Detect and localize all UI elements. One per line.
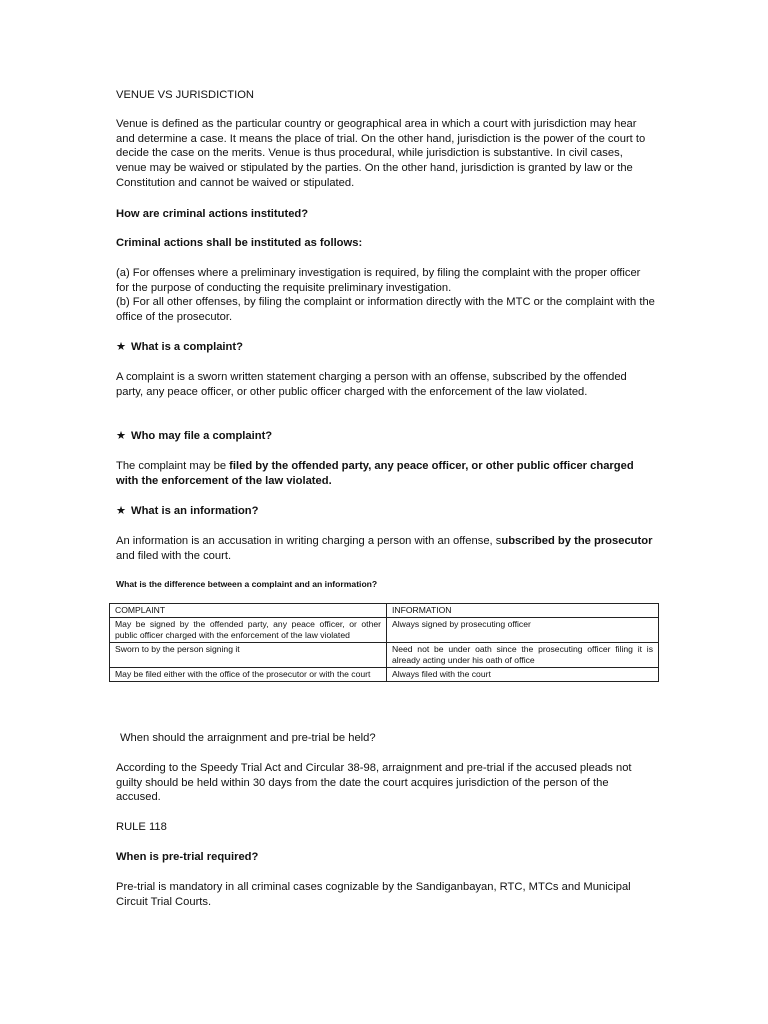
- question-text: What is an information?: [131, 505, 259, 517]
- table-cell: Need not be under oath since the prosecuting officer filing it is already acting under his oath of office: [387, 643, 659, 668]
- question-who-may-file: [116, 429, 656, 444]
- answer-text: An information is an accusation in writing charging a person with an offense, s: [116, 535, 502, 547]
- table-row: [110, 618, 659, 643]
- table-row: [110, 643, 659, 668]
- answer-text: and filed with the court.: [116, 549, 232, 562]
- table-header-row: [110, 604, 659, 618]
- star-icon: ★: [116, 341, 127, 353]
- table-cell: Always filed with the court: [387, 668, 659, 682]
- question-what-is-information: [116, 504, 656, 519]
- rule-label: RULE 118: [116, 821, 167, 833]
- table-cell: Sworn to by the person signing it: [110, 643, 387, 668]
- answer-what-is-complaint: A complaint is a sworn written statement charging a person with an offense, subscribed by the offended party, any peace officer, or other public officer charged with the enforcement of the law violated.: [116, 371, 627, 398]
- document-heading: VENUE VS JURISDICTION: [116, 89, 254, 101]
- question-what-is-complaint: [116, 340, 656, 355]
- table-row: [110, 668, 659, 682]
- answer-arraignment: According to the Speedy Trial Act and Circular 38-98, arraignment and pre-trial if the accused pleads not guilty should be held within 30 days from the date the court acquires jurisdiction of the person of the accused.: [116, 762, 632, 804]
- criminal-actions-item-a: (a) For offenses where a preliminary investigation is required, by filing the complaint with the proper officer for the purpose of conducting the requisite preliminary investigation.: [116, 267, 641, 294]
- table-header-information: INFORMATION: [387, 604, 659, 618]
- answer-what-is-information: [116, 534, 656, 563]
- answer-emphasis: ubscribed by the prosecutor: [501, 535, 653, 547]
- table-cell: May be signed by the offended party, any peace officer, or other public officer charged with the enforcement of the law violated: [110, 618, 387, 643]
- answer-emphasis: filed by the offended party, any peace officer, or other public officer charged with the enforcement of the law violated.: [116, 460, 634, 487]
- answer-text: The complaint may be: [116, 460, 230, 472]
- table-header-complaint: COMPLAINT: [110, 604, 387, 618]
- star-icon: ★: [116, 430, 127, 442]
- question-text: Who may file a complaint?: [131, 430, 273, 442]
- question-difference: What is the difference between a complaint and an information?: [116, 579, 378, 589]
- question-criminal-actions: How are criminal actions instituted?: [116, 208, 309, 220]
- answer-pre-trial: Pre-trial is mandatory in all criminal cases cognizable by the Sandiganbayan, RTC, MTCs and Municipal Circuit Trial Courts.: [116, 881, 631, 908]
- table-cell: Always signed by prosecuting officer: [387, 618, 659, 643]
- venue-jurisdiction-paragraph: Venue is defined as the particular country or geographical area in which a court with jurisdiction may hear and determine a case. It means the place of trial. On the other hand, jurisdiction is the power of the court to decide the case on the merits. Venue is thus procedural, while jurisdiction is substantive. In civil cases, venue may be waived or stipulated by the parties. On the other hand, jurisdiction is granted by law or the Constitution and cannot be waived or stipulated.: [116, 118, 646, 189]
- comparison-table: [109, 603, 659, 682]
- question-arraignment: When should the arraignment and pre-trial be held?: [120, 732, 376, 744]
- question-pre-trial: When is pre-trial required?: [116, 851, 259, 863]
- criminal-actions-answer-heading: Criminal actions shall be instituted as follows:: [116, 237, 363, 249]
- question-text: What is a complaint?: [131, 341, 243, 353]
- table-cell: May be filed either with the office of the prosecutor or with the court: [110, 668, 387, 682]
- star-icon: ★: [116, 505, 127, 517]
- criminal-actions-item-b: (b) For all other offenses, by filing the complaint or information directly with the MTC or the complaint with the office of the prosecutor.: [116, 296, 655, 323]
- answer-who-may-file: [116, 459, 656, 488]
